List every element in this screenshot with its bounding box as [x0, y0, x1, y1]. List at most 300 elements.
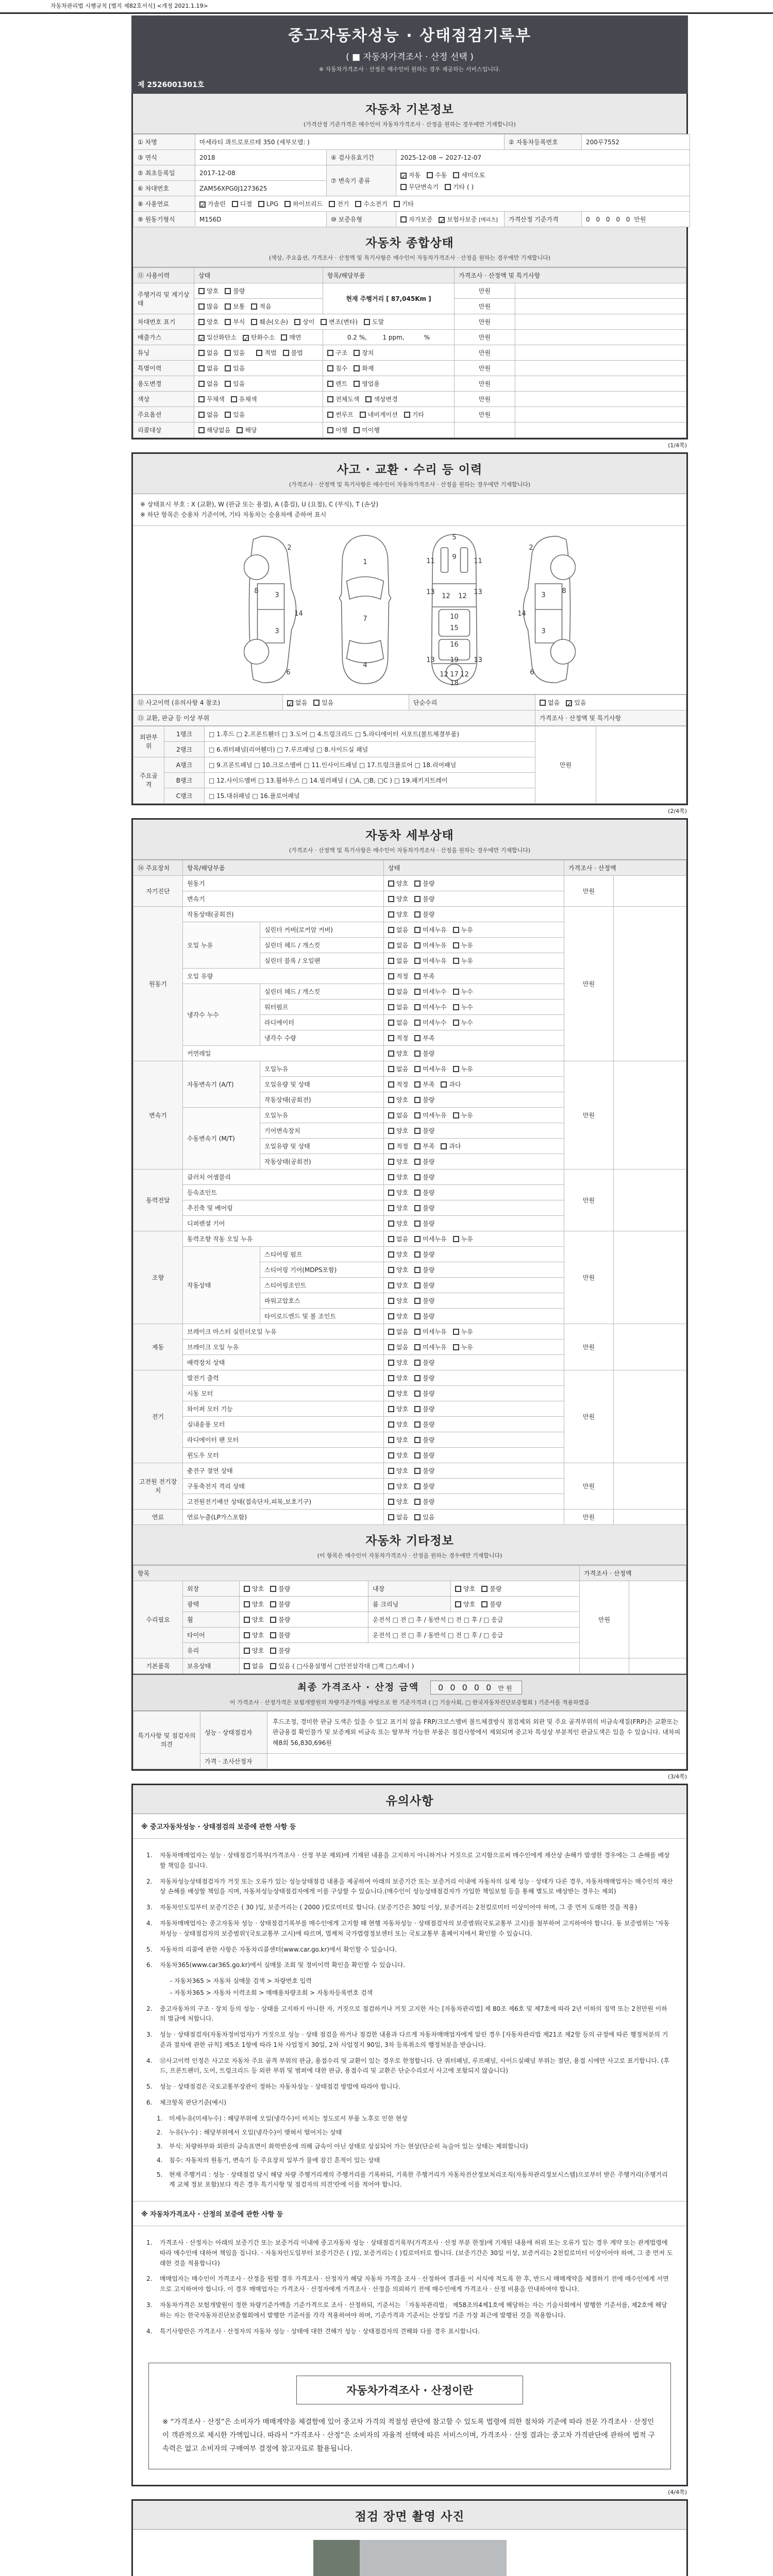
checkbox-부식[interactable] — [225, 319, 231, 325]
checkbox-영업용[interactable] — [354, 381, 360, 387]
checkbox-침수[interactable] — [327, 365, 333, 371]
checkbox-불량[interactable] — [414, 1128, 421, 1134]
overall-status-header — [133, 227, 686, 267]
notice-item: 4. 자동차매매업자는 중고자동차 성능 · 상태점검기록부를 매수인에게 고지할 때 현행 자동차성능 · 상태점검자의 보증범위(국토교통부 고시)를 첨부하여 고지하여야 합니다. 동 보증범위는 '자동차성능 · 상태점검자의 보증범위'(국토교통부 고시)에 따르며, 법제처 국가법령정보센터 또는 국토교통부 홈페이지에서 확인할 수 있습니다. — [146, 1919, 670, 1937]
checkbox-불량[interactable] — [414, 880, 421, 887]
checkbox-불량[interactable] — [270, 1617, 276, 1623]
checkbox-불량[interactable] — [414, 896, 421, 902]
checkbox-불량[interactable] — [270, 1648, 276, 1654]
checkbox-양호[interactable] — [388, 880, 394, 887]
checkbox-있음[interactable] — [270, 1663, 276, 1669]
checkbox-없음[interactable] — [198, 350, 205, 356]
checkbox-누유[interactable] — [453, 1112, 459, 1118]
checkbox-양호[interactable] — [388, 1421, 394, 1428]
checkbox-양호[interactable] — [388, 1499, 394, 1505]
checkbox-미세누유[interactable] — [414, 942, 421, 948]
svg-text:14: 14 — [294, 609, 303, 618]
checkbox-보험사보증[interactable] — [439, 217, 445, 223]
row-label: 배출가스 — [133, 330, 194, 345]
detail-header-row — [133, 860, 686, 875]
checkbox-썬루프[interactable] — [327, 412, 333, 418]
checkbox-있음[interactable] — [225, 381, 231, 387]
checkbox-label: 불량 — [423, 1250, 435, 1258]
checkbox-양호[interactable] — [198, 288, 205, 294]
checkbox-없음[interactable] — [388, 1066, 394, 1072]
checkbox-불량[interactable] — [414, 1391, 421, 1397]
checkbox-없음[interactable] — [244, 1663, 250, 1669]
overall-header-row — [133, 268, 686, 283]
checkbox-없음[interactable] — [198, 365, 205, 371]
checkbox-label: 불량 — [423, 1189, 435, 1196]
col-header: ⑪ 사용이력 — [133, 268, 194, 283]
svg-text:3: 3 — [275, 591, 279, 599]
checkbox-label: 양호 — [252, 1585, 264, 1592]
checkbox-label: 미세누수 — [423, 988, 447, 995]
checkbox-없음[interactable] — [287, 700, 293, 706]
checkbox-양호[interactable] — [244, 1617, 250, 1623]
checkbox-없음[interactable] — [388, 1329, 394, 1335]
remarks-group-label: 특기사항 및 점검자의 의견 — [133, 1711, 200, 1769]
table-row — [133, 361, 686, 376]
final-price-row — [133, 1674, 686, 1711]
checkbox-없음[interactable] — [198, 381, 205, 387]
rank-items: □ 12.사이드멤버 □ 13.휠하우스 □ 14.필러패널 ( □A, □B, □C ) □ 19.패키지트레이 — [205, 772, 535, 788]
svg-text:16: 16 — [450, 640, 459, 649]
checkbox-label: 미세누유 — [423, 957, 447, 964]
checkbox-없음[interactable] — [388, 1344, 394, 1350]
checkbox-label: 양호 — [396, 1096, 409, 1104]
exchange-label: ⑬ 교환, 판금 등 이상 부위 — [133, 710, 535, 725]
svg-text:5: 5 — [452, 533, 457, 541]
checkbox-불량[interactable] — [270, 1632, 276, 1638]
checkbox-변조(변타)[interactable] — [321, 319, 327, 325]
checkbox-label: 불량 — [490, 1600, 502, 1608]
checkbox-자동[interactable] — [400, 173, 407, 179]
svg-text:13: 13 — [474, 656, 482, 664]
item-sub-label: 실린더 블록 / 오일팬 — [260, 953, 384, 968]
rank-label: 1랭크 — [164, 726, 205, 741]
checkbox-화재[interactable] — [354, 365, 360, 371]
device-group-label: 조향 — [133, 1231, 183, 1324]
checkbox-양호[interactable] — [388, 1159, 394, 1165]
checkbox-양호[interactable] — [388, 1483, 394, 1489]
checkbox-label: 미세누유 — [423, 926, 447, 934]
checkbox-label: 불량 — [423, 1281, 435, 1289]
checkbox-미세누유[interactable] — [414, 1236, 421, 1242]
checkbox-불량[interactable] — [414, 1050, 421, 1057]
notice-item: 6. 자동차365(www.car365.go.kr)에서 실매물 조회 및 정비이력 확인을 확인할 수 있습니다. — [146, 1961, 406, 1969]
repair-group-label: 수리필요 — [133, 1581, 183, 1658]
checkbox-양호[interactable] — [388, 1391, 394, 1397]
price-cell: 만원 — [564, 1231, 614, 1324]
row-label: 튜닝 — [133, 345, 194, 361]
checkbox-label: 있음 — [322, 699, 334, 706]
checkbox-적정[interactable] — [388, 1035, 394, 1041]
checkbox-무채색[interactable] — [198, 396, 205, 402]
checkbox-자가보증[interactable] — [400, 216, 407, 223]
device-group-label: 제동 — [133, 1324, 183, 1370]
checkbox-적정[interactable] — [388, 1143, 394, 1149]
checkbox-불량[interactable] — [225, 288, 231, 294]
svg-text:12: 12 — [442, 592, 450, 600]
checkbox-label: 불량 — [423, 1158, 435, 1165]
checkbox-불량[interactable] — [414, 1499, 421, 1505]
checkbox-불법[interactable] — [283, 350, 289, 356]
checkbox-양호[interactable] — [388, 911, 394, 918]
checkbox-누유[interactable] — [453, 958, 459, 964]
checkbox-양호[interactable] — [388, 1437, 394, 1443]
checkbox-불량[interactable] — [414, 1483, 421, 1489]
price-cell: 만원 — [455, 392, 515, 407]
checkbox-양호[interactable] — [388, 1298, 394, 1304]
notice-item: 2. 자동차성능상태점검자가 거짓 또는 오류가 있는 성능상태점검 내용을 제공하여 아래의 보증기간 또는 보증거리 이내에 자동차의 실제 성능 · 상태가 다른 경우, 자동차매매업자는 매수인의 재산상 손해를 배상할 책임을 지며, 자동차성능상태점검자에게 이를 구상할 수 있습니다.(매수인이 성능상태점검자가 가입한 책임보험 등을 통해 별도로 배상받는 경우는 제외) — [146, 1877, 673, 1895]
checkbox-미세누수[interactable] — [414, 989, 421, 995]
checkbox-가솔린[interactable] — [199, 201, 206, 208]
checkbox-양호[interactable] — [244, 1632, 250, 1638]
checkbox-없음[interactable] — [388, 1112, 394, 1118]
checkbox-미세누수[interactable] — [414, 1020, 421, 1026]
first-reg-value: 2017-12-08 — [195, 165, 327, 181]
checkbox-불량[interactable] — [414, 1282, 421, 1289]
checkbox-label: 불량 — [423, 1173, 435, 1181]
checkbox-없음[interactable] — [198, 412, 205, 418]
checkbox-누수[interactable] — [453, 989, 459, 995]
wheel-extra: 운전석 □ 전 □ 후 / 동반석 □ 전 □ 후 / □ 응급 — [368, 1627, 580, 1642]
checkbox-세미오토[interactable] — [453, 172, 459, 178]
checkbox-label: 양호 — [396, 1436, 409, 1444]
checkbox-불량[interactable] — [414, 1221, 421, 1227]
checkbox-양호[interactable] — [388, 1174, 394, 1180]
checkbox-label: 양호 — [396, 910, 409, 918]
notice-item: 3. 성능 · 상태점검자(자동차정비업자)가 거짓으로 성능 · 상태 점검을 하거나 점검한 내용과 다르게 자동차매매업자에게 알린 경우 [자동차관리법 제21조 제2항 등의 규정에 따른 행정처분의 기준과 절차에 관한 규칙] 제5조 1항에 따라 1차 사업정지 30일, 2차 사업정지 90일, 3차 등록취소의 행정처분을 받습니다. — [146, 2031, 668, 2048]
checkbox-불량[interactable] — [414, 1298, 421, 1304]
checkbox-불량[interactable] — [481, 1586, 488, 1592]
checkbox-양호[interactable] — [388, 1360, 394, 1366]
checkbox-양호[interactable] — [388, 1128, 394, 1134]
checkbox-도말[interactable] — [364, 319, 370, 325]
checkbox-불량[interactable] — [414, 1097, 421, 1103]
checkbox-label: 있음 — [574, 699, 586, 706]
checkbox-label: 구조 — [335, 349, 348, 357]
notice-subitem: 3. 부식: 차량하부와 외판의 금속표면이 화학반응에 의해 금속이 아닌 상태로 상실되어 가는 현상(단순히 녹슬어 있는 상태는 제외합니다) — [157, 2143, 528, 2150]
checkbox-불량[interactable] — [414, 1406, 421, 1412]
checkbox-매연[interactable] — [281, 334, 287, 341]
checkbox-있음[interactable] — [313, 700, 320, 706]
checkbox-양호[interactable] — [388, 1221, 394, 1227]
checkbox-일산화탄소[interactable] — [198, 335, 205, 341]
checkbox-label: 불량 — [423, 1219, 435, 1227]
checkbox-기타[interactable] — [394, 201, 400, 207]
checkbox-부족[interactable] — [414, 973, 421, 979]
rank-label: A랭크 — [164, 757, 205, 772]
checkbox-누유[interactable] — [453, 1236, 459, 1242]
checkbox-없음[interactable] — [388, 927, 394, 933]
checkbox-불량[interactable] — [414, 1437, 421, 1443]
item-label: 실내송풍 모터 — [183, 1416, 384, 1432]
checkbox-양호[interactable] — [388, 1267, 394, 1273]
checkbox-해당[interactable] — [237, 427, 243, 433]
checkbox-양호[interactable] — [388, 1190, 394, 1196]
col-header: 상태 — [384, 860, 564, 875]
price-cell: 만원 — [455, 361, 515, 376]
checkbox-label: 양호 — [252, 1600, 264, 1608]
checkbox-있음[interactable] — [566, 700, 572, 706]
checkbox-label: 있음 — [233, 365, 245, 372]
page-marker-2: (2/4쪽) — [668, 807, 687, 815]
checkbox-양호[interactable] — [244, 1586, 250, 1592]
item-sub-label: 워터펌프 — [260, 999, 384, 1014]
checkbox-없음[interactable] — [540, 700, 546, 706]
checkbox-불량[interactable] — [414, 1159, 421, 1165]
checkbox-미세누유[interactable] — [414, 1344, 421, 1350]
checkbox-label: 양호 — [396, 895, 409, 903]
checkbox-label: 부식 — [233, 318, 245, 326]
engine-type-label: ⑨ 원동기형식 — [133, 212, 195, 227]
checkbox-없음[interactable] — [388, 1004, 394, 1010]
checkbox-누수[interactable] — [453, 1020, 459, 1026]
checkbox-장치[interactable] — [354, 350, 360, 356]
checkbox-label: 침수 — [335, 365, 348, 372]
checkbox-양호[interactable] — [455, 1586, 461, 1592]
checkbox-label: 불량 — [278, 1616, 291, 1623]
diagram-underbody — [422, 532, 486, 687]
checkbox-label: 미세누유 — [423, 1065, 447, 1073]
checkbox-있음[interactable] — [225, 365, 231, 371]
checkbox-기타[interactable] — [404, 412, 410, 418]
item-label: 동력조향 작동 오일 누유 — [183, 1231, 384, 1246]
price-cell: 만원 — [455, 330, 515, 345]
notice-item: 2. 매매업자는 매수인이 가격조사 · 산정을 원할 경우 가격조사 · 산정자가 해당 자동차 가격을 조사 · 산정하여 결과를 이 서식에 적도록 한 후, 반드시 매매계약을 체결하기 전에 매수인에게 서면으로 고지하여야 합니다. 이 경우 매매업자는 가격조사 · 산정자에게 가격조사 · 산정을 의뢰하기 전에 매수인에게 가격조사 · 산정 비용을 안내하여야 합니다. — [146, 2275, 669, 2293]
checkbox-탄화수소[interactable] — [243, 335, 249, 341]
col-header: 항목 — [133, 1565, 580, 1581]
checkbox-누유[interactable] — [453, 927, 459, 933]
checkbox-label: 불량 — [278, 1631, 291, 1639]
checkbox-label: 누수 — [461, 1003, 473, 1011]
basic-info-subtitle: (가격산정 기준가격은 매수인이 자동차가격조사 · 산정을 원하는 경우에만 기재합니다) — [304, 121, 516, 128]
checkbox-불량[interactable] — [414, 1313, 421, 1319]
svg-text:8: 8 — [254, 587, 259, 595]
checkbox-불량[interactable] — [414, 1205, 421, 1211]
checkbox-부족[interactable] — [414, 1143, 421, 1149]
checkbox-label: 양호 — [396, 1049, 409, 1057]
checkbox-양호[interactable] — [388, 1282, 394, 1289]
checkbox-없음[interactable] — [388, 1514, 394, 1520]
checkbox-label: 누유 — [461, 926, 473, 934]
checkbox-없음[interactable] — [388, 989, 394, 995]
checkbox-양호[interactable] — [244, 1648, 250, 1654]
checkbox-양호[interactable] — [388, 1375, 394, 1381]
checkbox-없음[interactable] — [388, 1236, 394, 1242]
checkbox-label: 양호 — [396, 1451, 409, 1459]
checkbox-하이브리드[interactable] — [284, 201, 291, 207]
checkbox-불량[interactable] — [414, 1251, 421, 1258]
remarks-table — [133, 1711, 686, 1769]
item-label: 룸 크리닝 — [368, 1596, 451, 1612]
checkbox-label: 매연 — [289, 334, 301, 341]
checkbox-불량[interactable] — [414, 1468, 421, 1474]
car-name-value: 마세라티 콰트로포르테 350 (세부모델: ) — [195, 134, 505, 150]
base-price-label: 가격산정 기준가격 — [505, 212, 582, 227]
notice-item: 1. 자동차매매업자는 성능 · 상태점검기록부(가격조사 · 산정 부분 제외)에 기재된 내용을 고지하지 아니하거나 거짓으로 고지함으로써 매수인에게 재산상 손해가 발생한 경우에는 그 손해를 배상할 책임을 집니다. — [146, 1851, 670, 1869]
checkbox-해당없음[interactable] — [198, 427, 205, 433]
notice-subheader-2: ※ 자동차가격조사 · 산정의 보증에 관한 사항 등 — [133, 2201, 686, 2226]
checkbox-무단변속기[interactable] — [400, 184, 407, 190]
checkbox-누수[interactable] — [453, 1004, 459, 1010]
checkbox-많음[interactable] — [198, 303, 205, 310]
checkbox-없음[interactable] — [388, 1020, 394, 1026]
checkbox-label: 양호 — [463, 1585, 476, 1592]
checkbox-적법[interactable] — [256, 350, 262, 356]
checkbox-불량[interactable] — [414, 1452, 421, 1459]
svg-text:3: 3 — [541, 591, 546, 599]
title-band — [131, 15, 688, 94]
checkbox-없음[interactable] — [388, 942, 394, 948]
checkbox-디젤[interactable] — [232, 201, 238, 207]
accident-title: 사고 · 교환 · 수리 등 이력 — [337, 463, 483, 477]
checkbox-양호[interactable] — [388, 1097, 394, 1103]
checkbox-불량[interactable] — [481, 1601, 488, 1607]
checkbox-양호[interactable] — [388, 1050, 394, 1057]
notice-header — [133, 1785, 686, 1814]
checkbox-불량[interactable] — [270, 1586, 276, 1592]
checkbox-누유[interactable] — [453, 942, 459, 948]
checkbox-label: 불량 — [423, 1436, 435, 1444]
checkbox-불량[interactable] — [414, 1174, 421, 1180]
checkbox-없음[interactable] — [388, 958, 394, 964]
checkbox-이행[interactable] — [327, 427, 333, 433]
item-label: 오일 유량 — [183, 968, 384, 984]
svg-text:11: 11 — [474, 557, 482, 565]
checkbox-수동[interactable] — [427, 172, 433, 178]
checkbox-렌트[interactable] — [327, 381, 333, 387]
checkbox-양호[interactable] — [388, 896, 394, 902]
checkbox-label: 양호 — [396, 1173, 409, 1181]
detail-row — [133, 906, 686, 922]
document-number: 제 2526001301호 — [138, 81, 205, 89]
checkbox-부족[interactable] — [414, 1035, 421, 1041]
checkbox-양호[interactable] — [198, 319, 205, 325]
checkbox-불량[interactable] — [414, 1267, 421, 1273]
checkbox-양호[interactable] — [388, 1406, 394, 1412]
checkbox-있음[interactable] — [225, 412, 231, 418]
checkbox-불량[interactable] — [414, 1375, 421, 1381]
notice-title: 유의사항 — [385, 1794, 434, 1808]
item-label: 타이어 — [183, 1627, 240, 1642]
checkbox-label: 부족 — [423, 1034, 435, 1042]
notice-item: 3. 자동차가격은 보험개발원이 정한 차량기준가액을 기준가격으로 조사 · 산정하되, 기준서는 「자동차관리법」 제58조의4제1호에 해당하는 자는 기술사회에서 발행한 기준서를, 제2호에 해당하는 자는 한국자동차진단보증협회에서 발행한 기준서를 각각 적용하여야 하며, 기준가격과 기준서는 산정일 기준 가장 최근에 발행된 것을 적용합니다. — [146, 2301, 667, 2319]
checkbox-보통[interactable] — [225, 303, 231, 310]
checkbox-전체도색[interactable] — [327, 396, 333, 402]
checkbox-LPG[interactable] — [258, 201, 264, 207]
checkbox-미세누유[interactable] — [414, 1329, 421, 1335]
checkbox-label: 불량 — [423, 1312, 435, 1320]
svg-text:4: 4 — [363, 661, 367, 669]
checkbox-과다[interactable] — [441, 1081, 447, 1088]
checkbox-부족[interactable] — [414, 1081, 421, 1088]
checkbox-양호[interactable] — [244, 1601, 250, 1607]
checkbox-label: 적정 — [396, 1142, 409, 1150]
checkbox-미세누수[interactable] — [414, 1004, 421, 1010]
checkbox-적정[interactable] — [388, 973, 394, 979]
checkbox-미세누유[interactable] — [414, 958, 421, 964]
item-label: 수동변속기 (M/T) — [183, 1107, 260, 1169]
checkbox-구조[interactable] — [327, 350, 333, 356]
checkbox-수소전기[interactable] — [355, 201, 361, 207]
accident-price-header: 가격조사 · 산정액 및 특기사항 — [535, 710, 686, 725]
checkbox-양호[interactable] — [388, 1468, 394, 1474]
item-sub-label: 오일누유 — [260, 1107, 384, 1123]
svg-text:2: 2 — [529, 544, 533, 552]
checkbox-네비게이션[interactable] — [360, 412, 366, 418]
checkbox-불량[interactable] — [414, 1190, 421, 1196]
col-header: 가격조사 · 산정액 — [580, 1565, 686, 1581]
checkbox-label: 일산화탄소 — [207, 334, 237, 341]
checkbox-과다[interactable] — [441, 1143, 447, 1149]
checkbox-양호[interactable] — [388, 1251, 394, 1258]
checkbox-양호[interactable] — [388, 1205, 394, 1211]
checkbox-적음[interactable] — [251, 303, 257, 310]
checkbox-있음[interactable] — [225, 350, 231, 356]
checkbox-양호[interactable] — [455, 1601, 461, 1607]
checkbox-적정[interactable] — [388, 1081, 394, 1088]
device-group-label: 원동기 — [133, 906, 183, 1061]
checkbox-상이[interactable] — [294, 319, 300, 325]
checkbox-label: 양호 — [252, 1631, 264, 1639]
checkbox-색상변경[interactable] — [365, 396, 372, 402]
car-front-photo-placeholder — [313, 2540, 507, 2576]
checkbox-훼손(오손)[interactable] — [251, 319, 257, 325]
item-sub-label: 스티어링조인트 — [260, 1277, 384, 1293]
checkbox-있음[interactable] — [414, 1514, 421, 1520]
checkbox-전기[interactable] — [329, 201, 335, 207]
basic-items-extra: ( □사용설명서 □안전삼각대 □잭 □스패너 ) — [292, 1662, 414, 1670]
checkbox-미이행[interactable] — [354, 427, 360, 433]
checkbox-누유[interactable] — [453, 1329, 459, 1335]
etc-info-title: 자동차 기타정보 — [365, 1534, 454, 1548]
checkbox-양호[interactable] — [388, 1452, 394, 1459]
etc-info-header — [133, 1525, 686, 1565]
device-group-label: 연료 — [133, 1509, 183, 1524]
checkbox-label: 양호 — [252, 1647, 264, 1654]
checkbox-label: 양호 — [396, 1281, 409, 1289]
checkbox-불량[interactable] — [414, 1360, 421, 1366]
accident-header — [133, 454, 686, 494]
checkbox-불량[interactable] — [270, 1601, 276, 1607]
checkbox-불량[interactable] — [414, 911, 421, 918]
checkbox-label: 보통 — [233, 303, 245, 310]
checkbox-label: 장치 — [362, 349, 374, 357]
checkbox-label: 양호 — [207, 318, 219, 326]
checkbox-label: 불량 — [423, 1127, 435, 1134]
checkbox-유채색[interactable] — [231, 396, 237, 402]
checkbox-미세누유[interactable] — [414, 1066, 421, 1072]
checkbox-미세누유[interactable] — [414, 927, 421, 933]
simple-repair-label: 단순수리 — [409, 694, 535, 710]
checkbox-기타 ( )[interactable] — [445, 184, 451, 190]
item-sub-label: 스티어링 펌프 — [260, 1246, 384, 1262]
panel-group-label: 주요골격 — [133, 757, 164, 803]
checkbox-누유[interactable] — [453, 1344, 459, 1350]
accident-subtitle: (가격조사 · 산정액 및 특기사항은 매수인이 자동차가격조사 · 산정을 원하는 경우에만 기재합니다) — [289, 481, 531, 488]
photos-header — [133, 2501, 686, 2530]
checkbox-미세누유[interactable] — [414, 1112, 421, 1118]
col-header: ⑭ 주요장치 — [133, 860, 183, 875]
checkbox-불량[interactable] — [414, 1421, 421, 1428]
checkbox-label: 탄화수소 — [250, 334, 275, 341]
item-label: 자동변속기 (A/T) — [183, 1061, 260, 1107]
checkbox-양호[interactable] — [388, 1313, 394, 1319]
checkbox-누유[interactable] — [453, 1066, 459, 1072]
